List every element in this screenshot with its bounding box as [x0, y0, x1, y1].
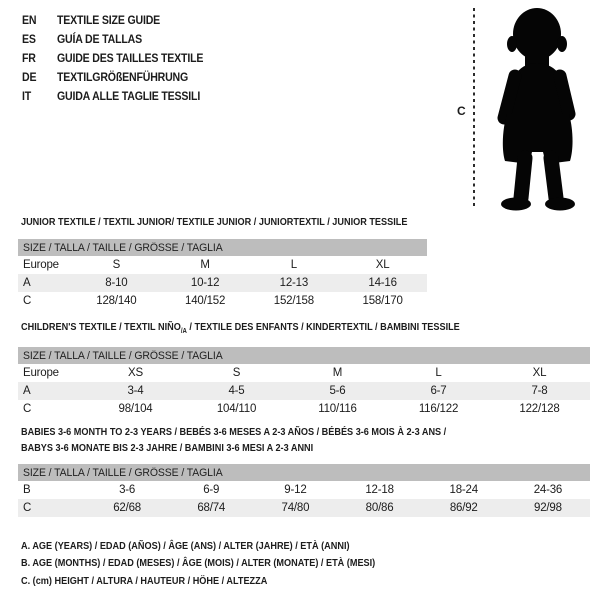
- language-code: IT: [22, 91, 32, 104]
- table-cell: M: [200, 259, 210, 271]
- table-cell: 3-4: [127, 385, 144, 397]
- table-cell: 62/68: [113, 502, 141, 514]
- table-cell: 9-12: [284, 484, 307, 496]
- section-title-babies: [21, 425, 446, 456]
- language-row: [22, 88, 203, 107]
- language-row: [22, 69, 203, 88]
- language-code: FR: [22, 52, 36, 65]
- table-row: [18, 292, 427, 310]
- table-cell: 4-5: [228, 385, 245, 397]
- table-cell: 14-16: [368, 277, 397, 289]
- table-cell: M: [332, 367, 343, 379]
- section-title-text: / TEXTILE DES ENFANTS / KINDERTEXTIL / BAMBINI TESSILE: [186, 321, 460, 333]
- table-cell: 3-6: [119, 484, 136, 496]
- language-label: GUÍA DE TALLAS: [56, 33, 142, 46]
- note-line-b: B. AGE (MONTHS) / EDAD (MESES) / ÂGE (MOIS) / ALTER (MONATE) / ETÀ (MESI): [21, 557, 376, 570]
- table-row: [18, 499, 590, 517]
- language-row: [22, 30, 203, 49]
- table-cell: L: [290, 259, 297, 271]
- language-code: ES: [22, 33, 36, 46]
- table-cell: S: [112, 259, 121, 271]
- table-cell: 158/170: [362, 295, 403, 307]
- table-cell: 6-7: [430, 385, 447, 397]
- table-cell: 18-24: [449, 484, 478, 496]
- language-code: EN: [22, 14, 37, 27]
- table-row: [18, 481, 590, 499]
- table-cell: XL: [375, 259, 390, 271]
- height-measure-dotted-line: [473, 8, 475, 209]
- row-label: B: [23, 484, 31, 496]
- language-label: GUIDE DES TAILLES TEXTILE: [56, 52, 204, 65]
- table-cell: 74/80: [281, 502, 310, 514]
- table-row: [18, 274, 427, 292]
- row-label: C: [23, 403, 32, 415]
- table-row: [18, 382, 590, 400]
- baby-silhouette-icon: [481, 6, 596, 218]
- table-cell: XS: [128, 367, 143, 379]
- table-row: [18, 364, 590, 382]
- table-cell: 68/74: [197, 502, 226, 514]
- table-cell: 110/116: [318, 403, 357, 415]
- size-header-label: SIZE / TALLA / TAILLE / GRÖSSE / TAGLIA: [23, 349, 223, 362]
- table-cell: 86/92: [449, 502, 478, 514]
- table-cell: 92/98: [534, 502, 562, 514]
- babies-size-table: [18, 464, 590, 517]
- row-label: A: [23, 277, 31, 289]
- table-cell: 12-13: [279, 277, 309, 289]
- size-header-band: [18, 464, 590, 481]
- junior-size-table: [18, 239, 427, 310]
- table-cell: 122/128: [519, 403, 560, 415]
- table-cell: 116/122: [418, 403, 459, 415]
- table-cell: 8-10: [105, 277, 128, 289]
- table-cell: 98/104: [118, 403, 153, 415]
- language-row: [22, 11, 203, 30]
- table-cell: 6-9: [203, 484, 220, 496]
- row-label: A: [23, 385, 31, 397]
- size-header-band: [18, 239, 427, 256]
- size-header-band: [18, 347, 590, 364]
- section-title-subscript: /A: [180, 328, 187, 336]
- table-cell: 80/86: [365, 502, 394, 514]
- row-label: Europe: [23, 259, 59, 271]
- row-label: C: [23, 502, 32, 514]
- section-title-line2: BABYS 3-6 MONATE BIS 2-3 JAHRE / BAMBINI 3-6 MESI A 2-3 ANNI: [21, 441, 314, 454]
- language-label: TEXTILGRÖßENFÜHRUNG: [56, 72, 189, 85]
- section-title-junior: JUNIOR TEXTILE / TEXTIL JUNIOR/ TEXTILE JUNIOR / JUNIORTEXTIL / JUNIOR TESSILE: [21, 216, 408, 228]
- section-title-children: [21, 321, 460, 335]
- note-line-a: A. AGE (YEARS) / EDAD (AÑOS) / ÂGE (ANS) / ALTER (JAHRE) / ETÀ (ANNI): [21, 540, 350, 552]
- table-row: [18, 400, 590, 418]
- language-label: TEXTILE SIZE GUIDE: [56, 14, 161, 27]
- table-cell: 152/158: [273, 295, 314, 307]
- table-cell: 24-36: [533, 484, 563, 496]
- children-size-table: [18, 347, 590, 418]
- table-cell: S: [232, 367, 241, 379]
- size-header-label: SIZE / TALLA / TAILLE / GRÖSSE / TAGLIA: [23, 241, 223, 254]
- section-title-text: CHILDREN'S TEXTILE / TEXTIL NIÑO: [21, 321, 181, 333]
- row-label: Europe: [23, 367, 59, 379]
- table-cell: 5-6: [329, 385, 346, 397]
- language-code: DE: [22, 72, 37, 85]
- table-cell: 128/140: [96, 295, 137, 307]
- language-row: [22, 49, 203, 68]
- table-cell: L: [435, 367, 442, 379]
- table-cell: 7-8: [531, 385, 548, 397]
- height-measure-label: C: [457, 104, 466, 118]
- section-title-line1: BABIES 3-6 MONTH TO 2-3 YEARS / BEBÉS 3-6 MESES A 2-3 AÑOS / BÉBÉS 3-6 MOIS À 2-3 ANS /: [21, 426, 447, 438]
- language-list: [22, 11, 203, 107]
- size-header-label: SIZE / TALLA / TAILLE / GRÖSSE / TAGLIA: [23, 466, 223, 479]
- table-cell: 140/152: [185, 295, 226, 307]
- measure-notes: [21, 538, 375, 590]
- table-row: [18, 256, 427, 274]
- table-cell: 10-12: [190, 277, 220, 289]
- language-label: GUIDA ALLE TAGLIE TESSILI: [56, 91, 201, 104]
- row-label: C: [23, 295, 32, 307]
- table-cell: 104/110: [216, 403, 257, 415]
- table-cell: 12-18: [365, 484, 394, 496]
- table-cell: XL: [532, 367, 547, 379]
- note-line-c: C. (cm) HEIGHT / ALTURA / HAUTEUR / HÖHE / ALTEZZA: [21, 574, 268, 587]
